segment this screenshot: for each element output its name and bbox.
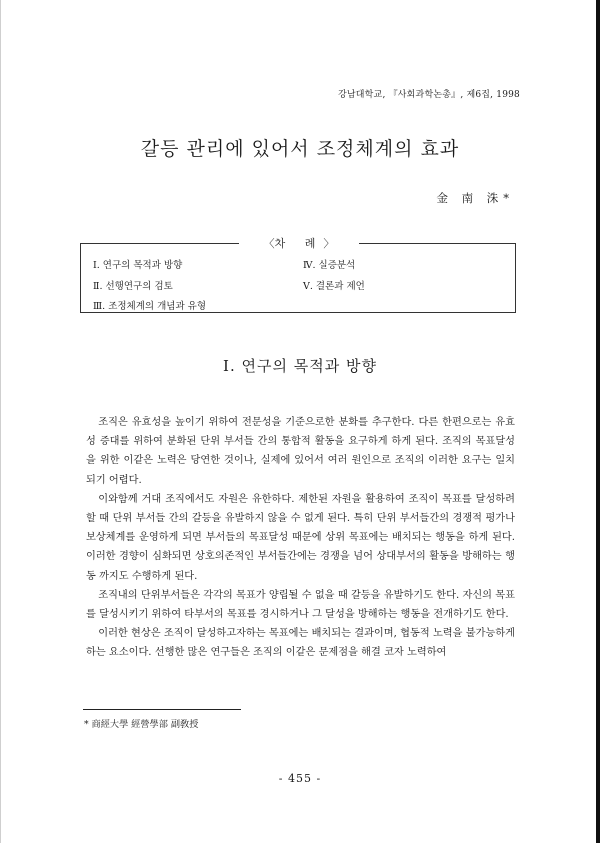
scan-edge-shadow [596,0,600,843]
journal-citation: 강남대학교, 『사회과학논총』, 제6집, 1998 [337,90,520,100]
toc-item: Ⅲ. 조정체계의 개념과 유형 [93,301,207,312]
toc-title-text: 차 례 [274,237,324,250]
toc-item: Ⅱ. 선행연구의 검토 [93,280,173,292]
page-left-edge [0,0,1,843]
toc-item: Ⅳ. 실증분석 [303,260,356,271]
toc-title [239,235,359,251]
toc-left-bracket: 〈 [263,237,275,250]
body-text [86,413,515,663]
toc-right-bracket: 〉 [323,237,335,250]
page-number: - 455 - [278,772,322,785]
table-of-contents [80,237,516,313]
toc-item: Ⅰ. 연구의 목적과 방향 [93,260,183,271]
paragraph: 이러한 현상은 조직이 달성하고자하는 목표에는 배치되는 결과이며, 협동적 노력을 불가능하게 하는 요소이다. 선행한 많은 연구들은 조직의 이같은 문제점을 해결 코자 노력하여 [86,628,515,659]
section-heading: Ⅰ. 연구의 목적과 방향 [223,357,377,375]
paragraph: 이와함께 거대 조직에서도 자원은 유한하다. 제한된 자원을 활용하여 조직이 목표를 달성하려 할 때 단위 부서들 간의 갈등을 유발하지 않을 수 없게 된다. 특히 단위 부서들간의 경쟁적 평가나 보상체계를 운영하게 되면 부서들의 목표달성 때문에 상위 목표에는 배치되는 행동을 하게 된다. 이러한 경향이 심화되면 상호의존적인 부서들간에는 경쟁을 넘어 상대부서의 활동을 방해하는 행동 까지도 수행하게 된다. [86,493,515,582]
toc-right-column [303,256,365,297]
footnote-divider [83,709,241,710]
toc-left-column [93,256,206,318]
paragraph: 조직내의 단위부서들은 각각의 목표가 양립될 수 없을 때 갈등을 유발하기도 한다. 자신의 목표를 달성시키기 위하여 타부서의 목표를 경시하거나 그 달성을 방해하는 행동을 전개하기도 한다. [86,589,515,621]
paper-title: 갈등 관리에 있어서 조정체계의 효과 [140,138,460,160]
toc-item: Ⅴ. 결론과 제언 [303,280,365,292]
footnote: * 商經大學 經營學部 副敎授 [84,719,199,730]
paragraph: 조직은 유효성을 높이기 위하여 전문성을 기준으로한 분화를 추구한다. 다른 한편으로는 유효성 증대를 위하여 분화된 단위 부서들 간의 통합적 활동을 요구하게 하게 된다. 조직의 목표달성을 위한 이같은 노력은 당연한 것이나, 실제에 있어서 여러 원인으로 조직의 이러한 요구는 일치되기 어렵다. [86,417,515,486]
author-name: 金 南 洙* [436,191,514,205]
